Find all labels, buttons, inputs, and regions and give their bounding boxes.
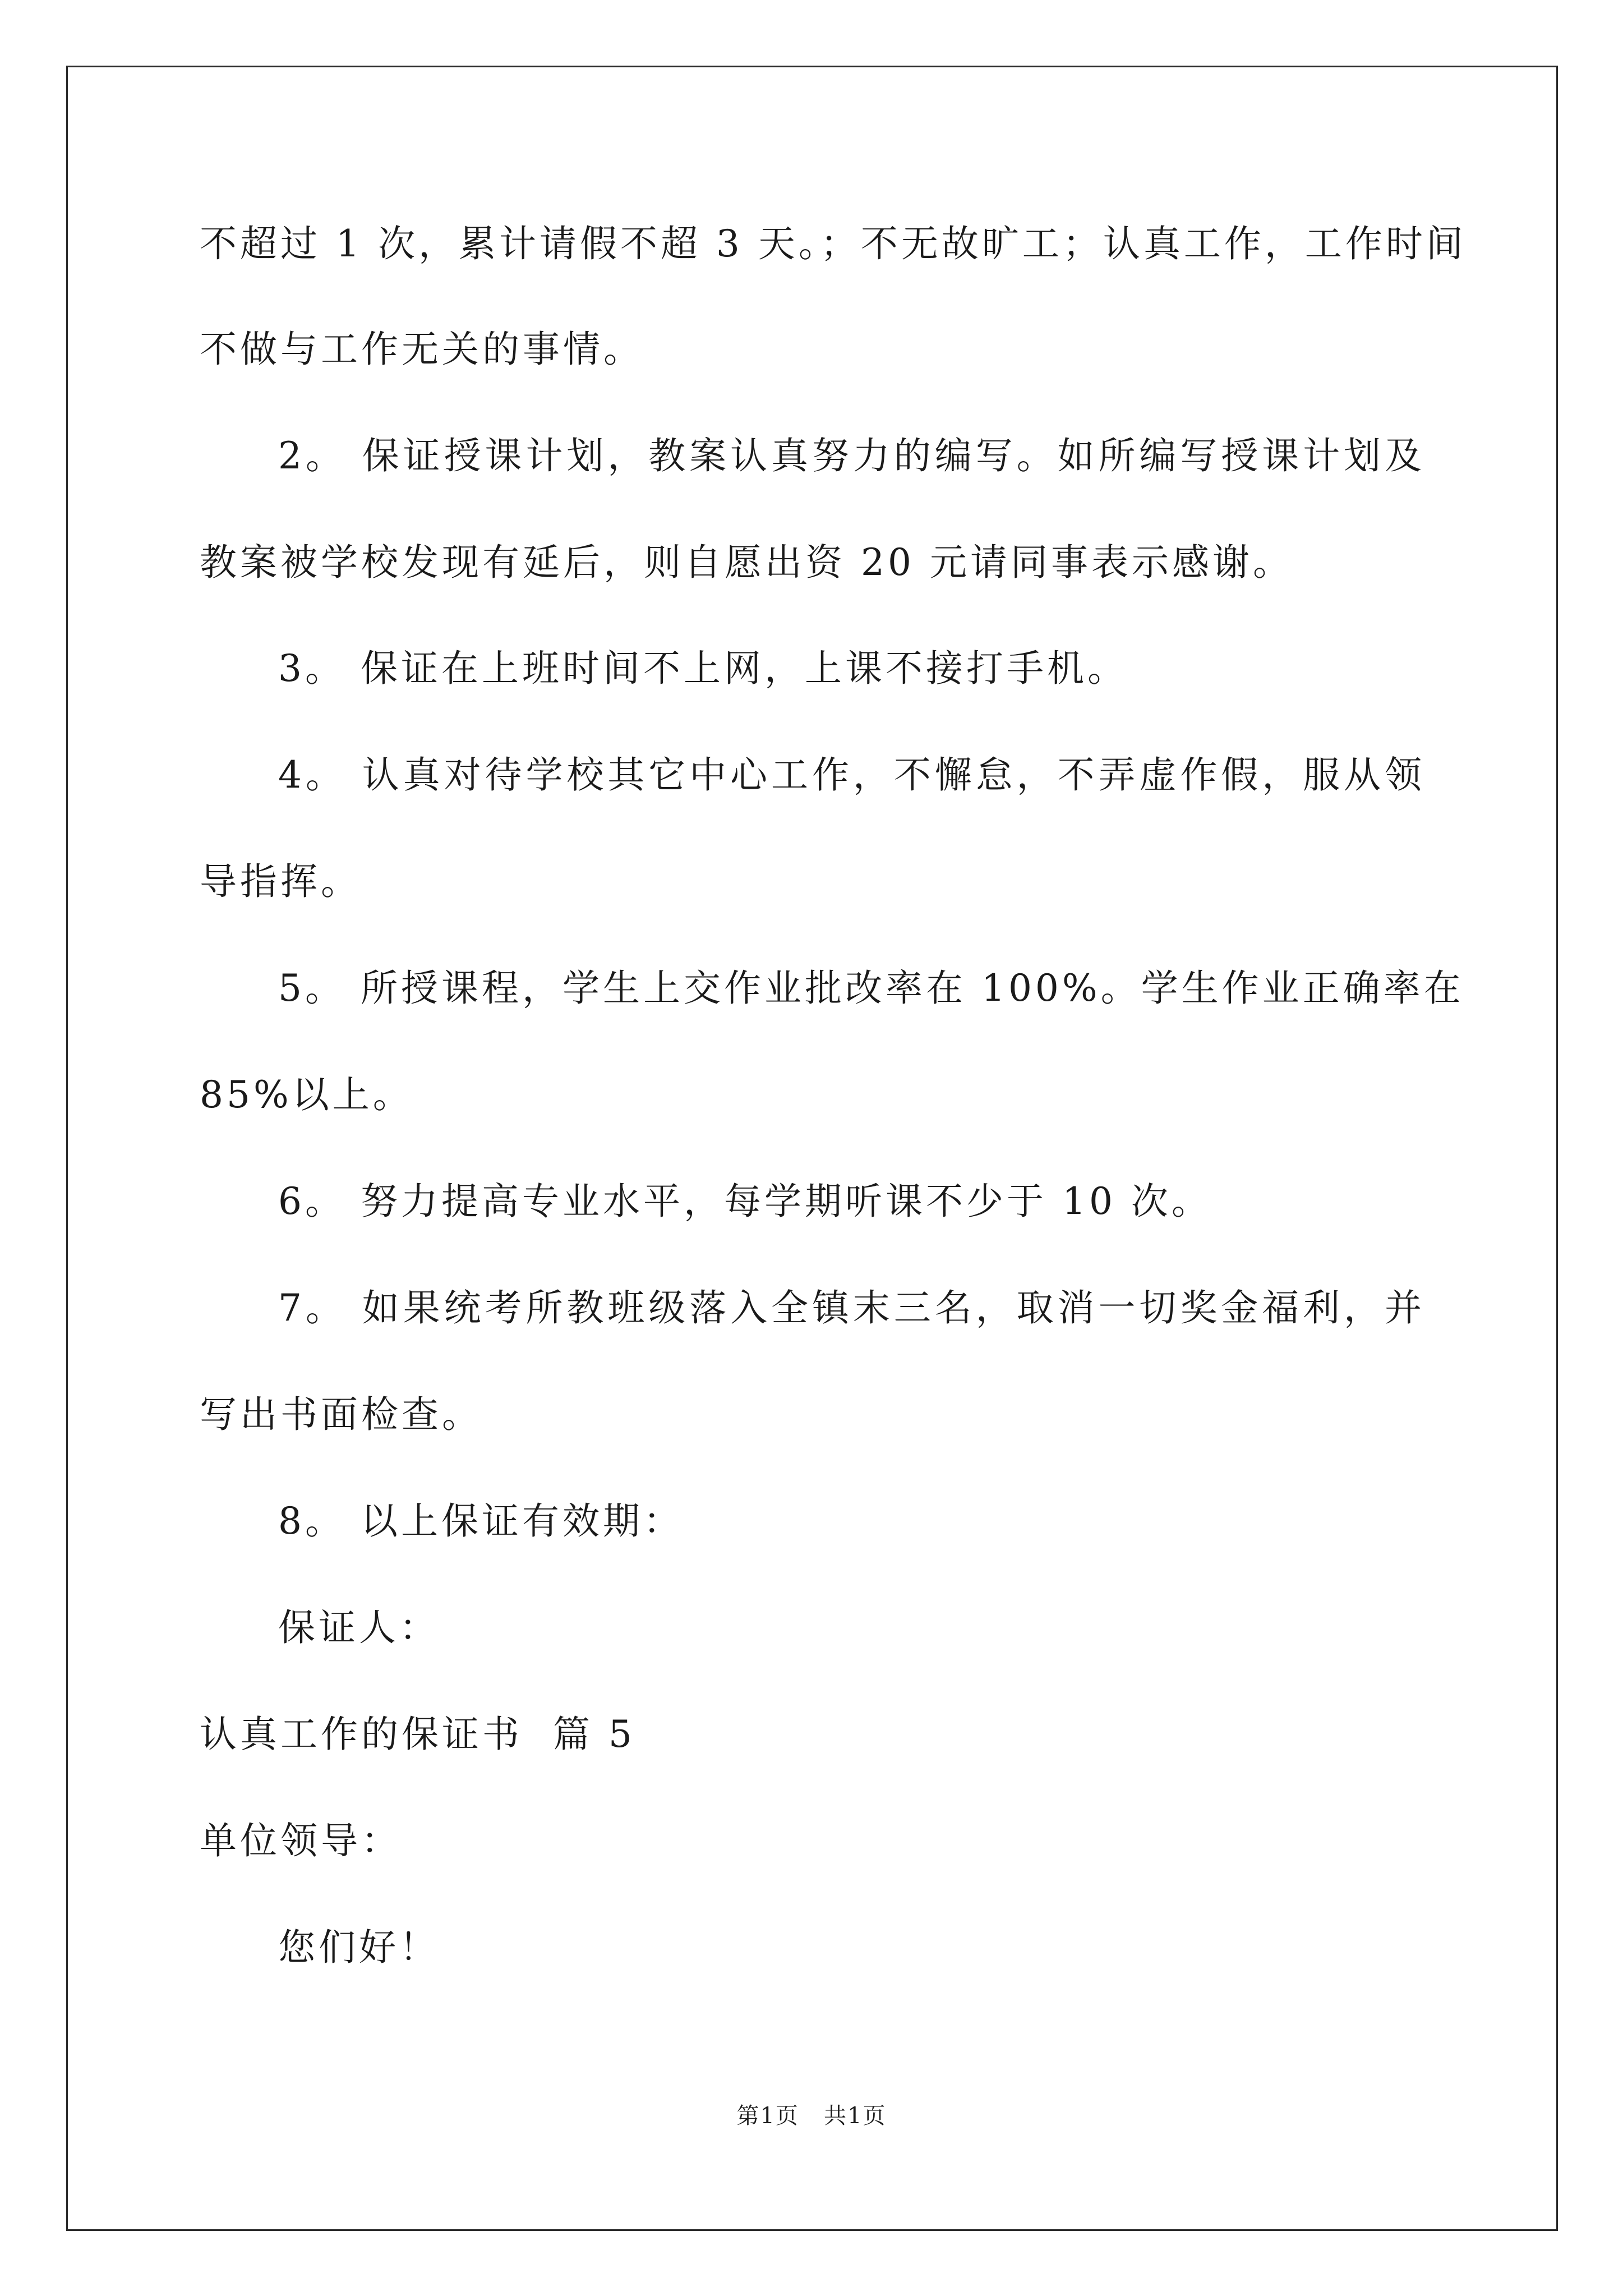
text-line: 写出书面检查。 xyxy=(200,1393,482,1436)
list-item-2: 2。 保证授课计划，教案认真努力的编写。如所编写授课计划及 xyxy=(278,434,1425,477)
salutation: 单位领导： xyxy=(200,1819,402,1862)
list-item-3: 3。 保证在上班时间不上网，上课不接打手机。 xyxy=(278,647,1128,690)
text-line: 教案被学校发现有延后，则自愿出资 20 元请同事表示感谢。 xyxy=(200,541,1293,584)
text-line: 85%以上。 xyxy=(200,1073,413,1116)
text-line: 不超过 1 次，累计请假不超 3 天。；不无故旷工；认真工作，工作时间 xyxy=(200,222,1467,265)
page-footer xyxy=(0,2098,1623,2130)
list-item-5: 5。 所授课程，学生上交作业批改率在 100%。学生作业正确率在 xyxy=(278,967,1464,1010)
page-number: 第1页 共1页 xyxy=(736,2103,887,2129)
page-border xyxy=(66,66,1558,2231)
text-line: 导指挥。 xyxy=(200,860,361,903)
signature-label: 保证人： xyxy=(278,1606,440,1649)
list-item-4: 4。 认真对待学校其它中心工作，不懈怠，不弄虚作假，服从领 xyxy=(278,753,1425,797)
list-item-8: 8。 以上保证有效期： xyxy=(278,1499,684,1543)
list-item-6: 6。 努力提高专业水平，每学期听课不少于 10 次。 xyxy=(278,1180,1212,1223)
text-line: 不做与工作无关的事情。 xyxy=(200,328,644,371)
list-item-7: 7。 如果统考所教班级落入全镇末三名，取消一切奖金福利，并 xyxy=(278,1286,1425,1329)
greeting: 您们好！ xyxy=(278,1926,440,1969)
section-heading: 认真工作的保证书 篇 5 xyxy=(200,1713,635,1756)
